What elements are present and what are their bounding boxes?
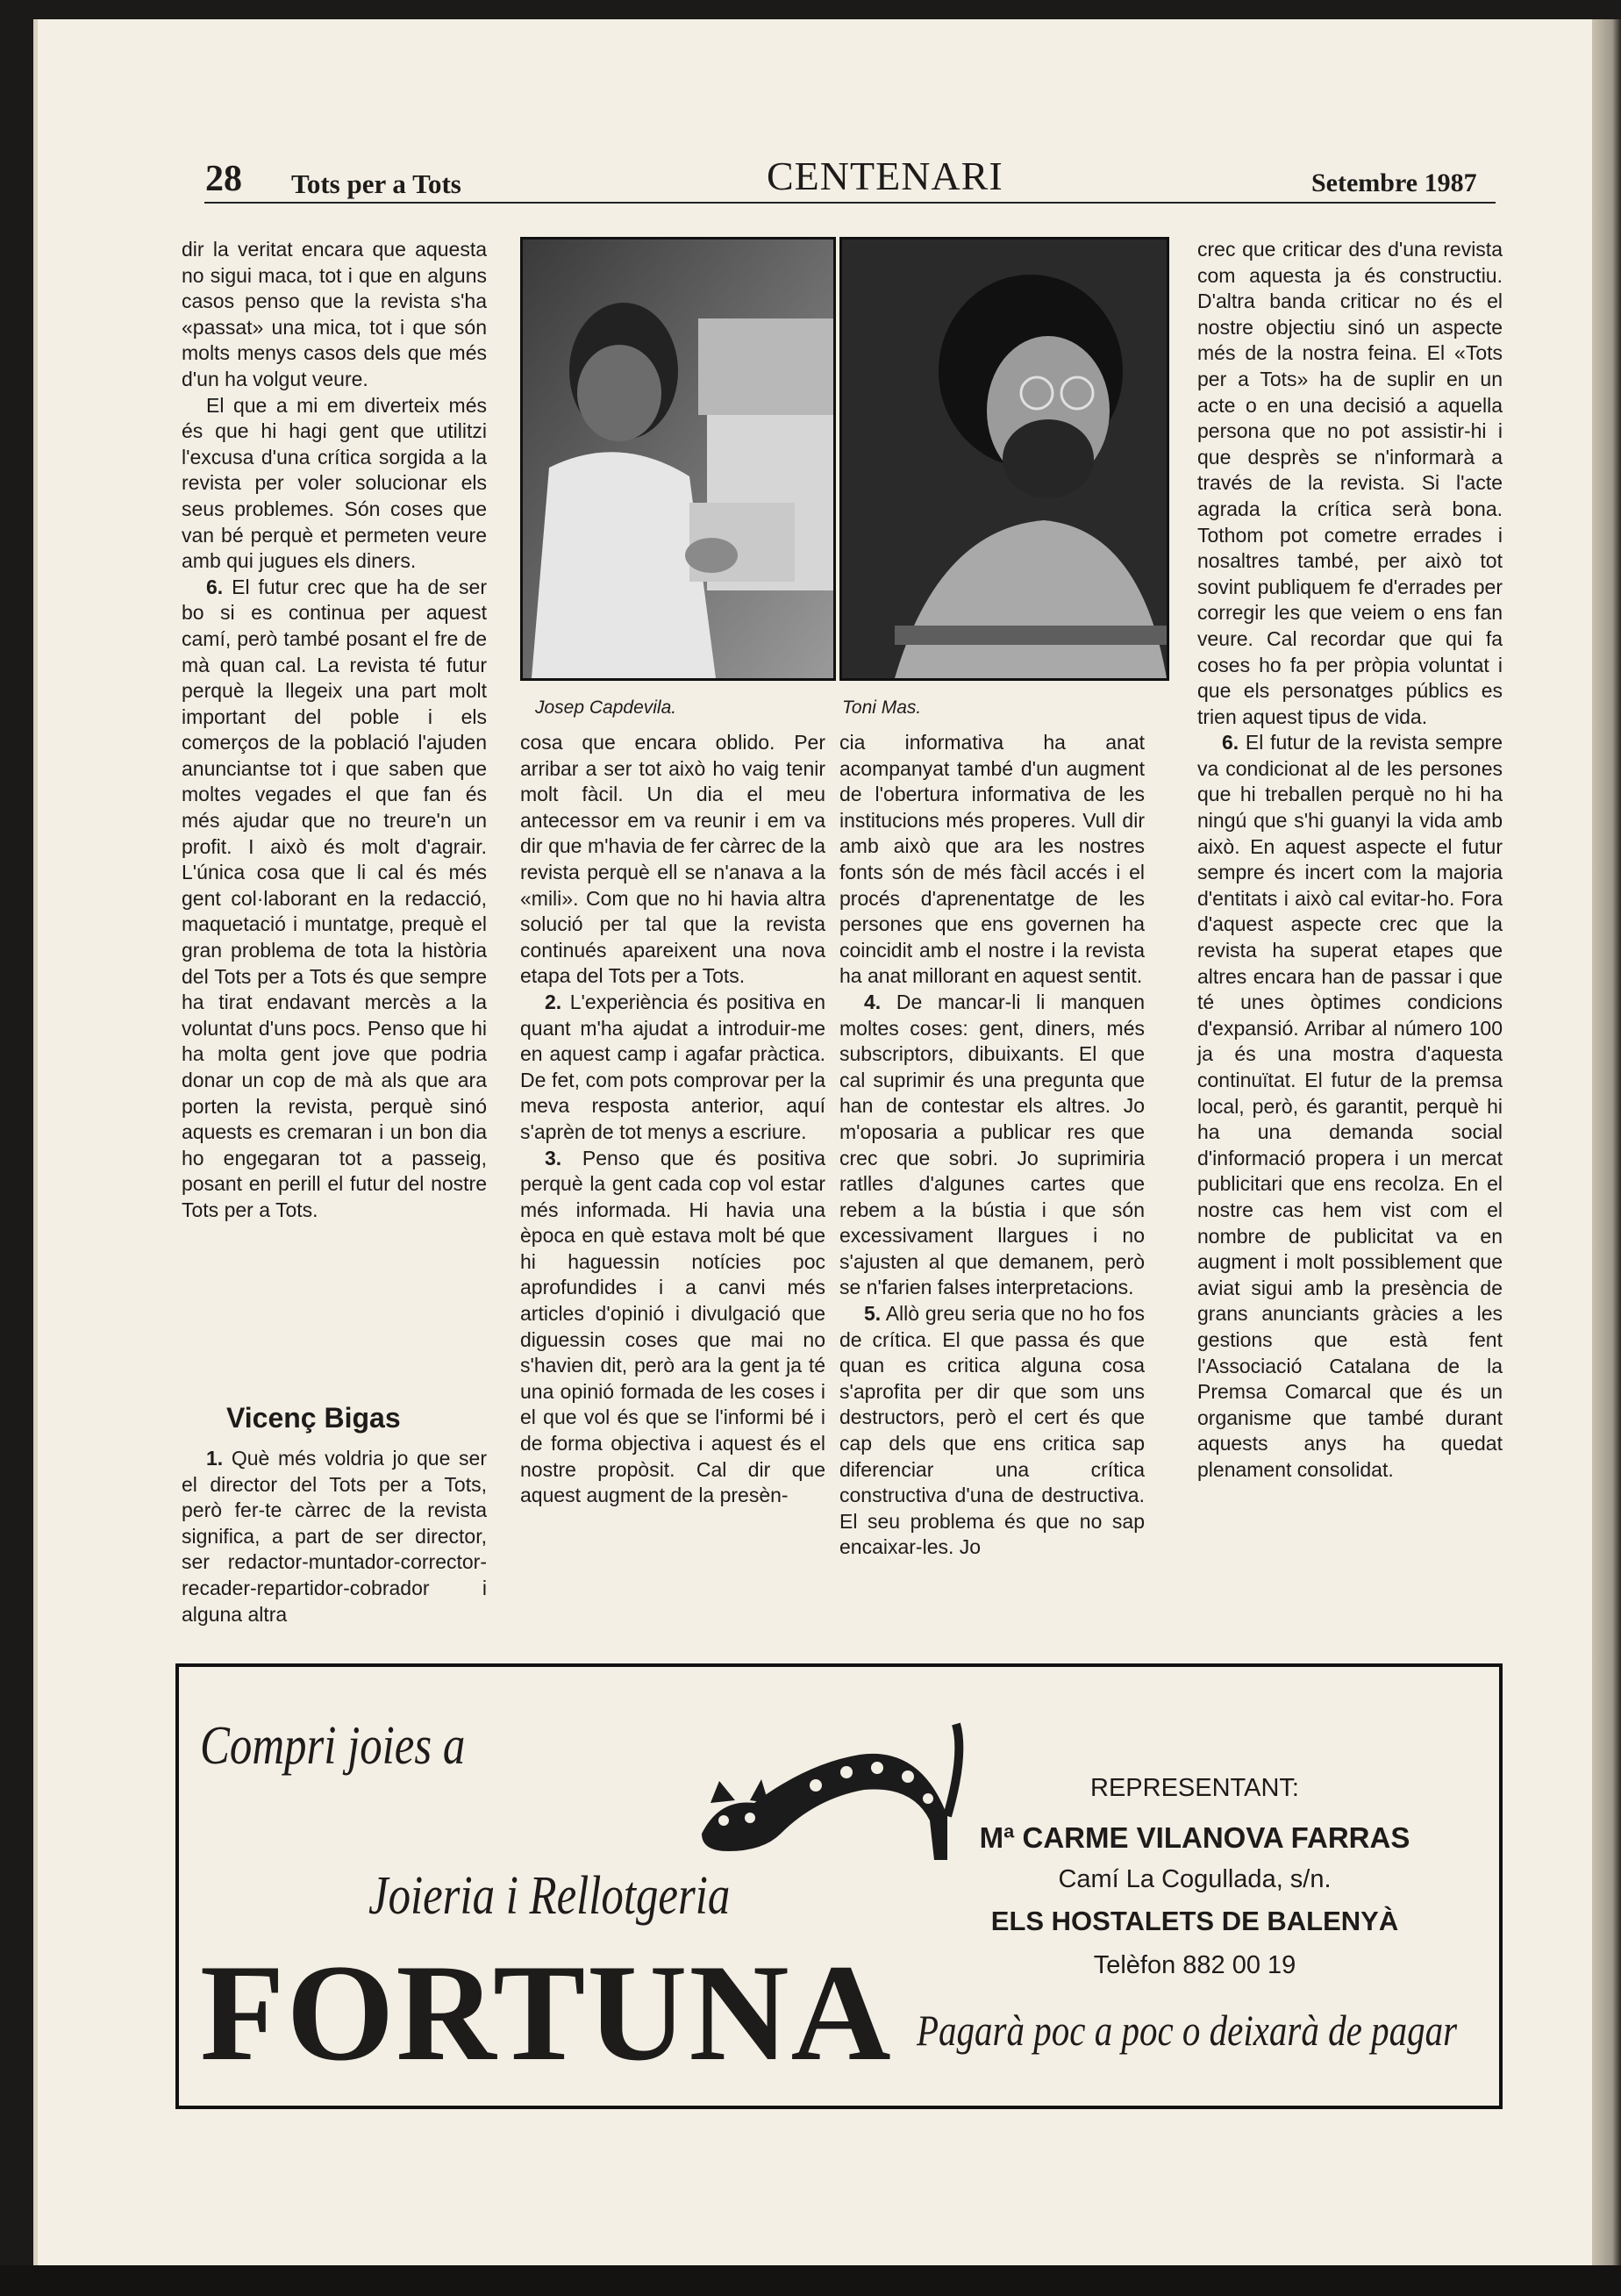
article-paragraph: 6. El futur crec que ha de ser bo si es continua per aquest camí, però també posant el fre de mà quan cal. La revista té futur perquè la llegeix una part molt important del poble i els comerços de la població l'ajuden anunciantse tot i que saben que moltes vegades el que fan és més ajudar que no treure'n un profit. I això és molt d'agrair. L'única cosa que li cal és més gent col·laborant en la redacció, maquetació i muntatge, prequè el gran problema de tota la història del Tots per a Tots és que sempre ha tirat endavant mercès a la voluntat d'uns pocs. Penso que hi ha molta gent jove que podria donar un cop de mà als que ara porten la revista, perquè sinó aquests es cremaran i un bon dia ho engegaran tot a passeig, posant en perill el futur del nostre Tots per a Tots. (182, 575, 487, 1221)
article-column-3 (839, 730, 1145, 1561)
page-fold-shadow (1592, 19, 1621, 2278)
photo-caption: Toni Mas. (842, 697, 922, 718)
scan-border (0, 2265, 1621, 2296)
ad-representative-name: Mª CARME VILANOVA FARRAS (979, 1821, 1410, 1854)
article-column-1 (182, 237, 487, 1224)
ad-slogan: Pagarà poc a poc o deixarà de pagar (917, 2006, 1458, 2055)
article-paragraph: cosa que encara oblido. Per arribar a ser tot això ho vaig tenir molt fàcil. Un dia el meu antecessor em va reunir i em va dir que m'havia de fer càrrec de la revista perquè ell se n'anava a la «mili». Com que no hi havia altra solució per tal que la revista continués apareixent una nova etapa del Tots per a Tots. (520, 731, 825, 988)
answer-number: 5. (864, 1302, 882, 1326)
ad-representative-label: REPRESENTANT: (1090, 1774, 1299, 1802)
magazine-name: Tots per a Tots (291, 168, 461, 199)
ad-brand-name: FORTUNA (200, 1936, 893, 2090)
article-paragraph: 1. Què més voldria jo que ser el director del Tots per a Tots, però fer-te càrrec de la revista significa, a part de ser director, ser redactor-muntador-corrector-recader-repartidor-cobrador i alguna altra (182, 1447, 487, 1626)
page-number: 28 (205, 159, 242, 199)
article-paragraph: 5. Allò greu seria que no ho fos de crítica. El que passa és que quan es critica alguna cosa s'aprofita per dir que som uns destructors, però el cert és que cap dels que ens critica sap diferenciar una crítica constructiva d'una de destructiva. El seu problema és que no sap encaixar-les. Jo (839, 1302, 1145, 1559)
answer-number: 6. (206, 575, 224, 598)
article-column-1-continued (182, 1446, 487, 1627)
article-paragraph: 2. L'experiència és positiva en quant m'ha ajudat a introduir-me en aquest camp i agafar pràctica. De fet, com pots comprovar per la meva resposta anterior, aquí s'aprèn de tot menys a escriure. (520, 990, 825, 1143)
issue-date: Setembre 1987 (1311, 168, 1477, 197)
article-paragraph: El que a mi em diverteix més és que hi hagi gent que utilitzi l'excusa d'una crítica sorgida a la revista per voler solucionar els seus problemes. Són coses que van bé perquè et permeten veure amb qui jugues els diners. (182, 393, 487, 573)
answer-number: 4. (864, 990, 882, 1013)
article-paragraph: cia informativa ha anat acompanyat també d'un augment de l'obertura informativa de les institucions més properes. Vull dir amb això que ara les nostres fonts són de més fàcil accés i el procés d'aprenentatge de les persones que ens governen ha coincidit amb el nostre i la revista ha anat millorant en aquest sentit. (839, 731, 1145, 988)
photo-image (523, 240, 833, 678)
ad-tagline: Compri joies a (200, 1716, 466, 1776)
photo-josep-capdevila (520, 237, 836, 681)
photo-caption: Josep Capdevila. (535, 697, 677, 718)
article-column-4 (1197, 237, 1503, 1484)
article-paragraph: 3. Penso que és positiva perquè la gent cada cop vol estar més informada. Hi havia una època en què estava molt bé que hi haguessin notícies poc aprofundides i a canvi més articles d'opinió i divulgació que diguessin coses que mai no s'havien dit, però ara la gent ja té una opinió formada de les coses i el que vol és que se l'informi bé i de forma objectiva i aquest és el nostre propòsit. Cal dir que aquest augment de la presèn- (520, 1146, 825, 1507)
answer-number: 3. (545, 1146, 562, 1169)
interviewee-subhead: Vicenç Bigas (226, 1402, 401, 1434)
section-title: CENTENARI (767, 154, 1003, 198)
photo-image (842, 240, 1167, 678)
article-paragraph: 6. El futur de la revista sempre va condicionat al de les persones que hi treballen perquè no hi ha ningú que s'hi guanyi la vida amb això. En aquest aspecte el futur sempre és incert com la majoria d'entitats i això cal evitar-ho. Fora d'aquest aspecte crec que la revista ha superat etapes que altres encara han de passar i que té unes òptimes condicions d'expansió. Arribar al número 100 ja és una mostra d'aquesta continuïtat. El futur de la premsa local, però, és garantit, perquè hi ha una demanda social d'informació propera i un mercat publicitari que ens recolza. En el nostre cas hem vist com el nombre de publicitat va en augment i molt possiblement que aviat sigui amb la presència de grans anunciants gràcies a les gestions que està fent l'Associació Catalana de la Premsa Comarcal que és un organisme que també durant aquests anys ha quedat plenament consolidat. (1197, 731, 1503, 1481)
answer-number: 6. (1222, 731, 1239, 755)
photo-toni-mas (839, 237, 1169, 681)
ad-phone: Telèfon 882 00 19 (1093, 1951, 1296, 1979)
answer-number: 1. (206, 1447, 224, 1470)
ad-town: ELS HOSTALETS DE BALENYÀ (990, 1906, 1399, 1936)
header-rule (204, 202, 1496, 204)
article-paragraph: crec que criticar des d'una revista com aquesta ja és constructiu. D'altra banda criticar no és el nostre objectiu sinó un aspecte més de la nostra feina. El «Tots per a Tots» ha de suplir en un acte o en una decisió a aquella persona que no pot assistir-hi i que desprès se n'informarà a través de la revista. Si l'acte agrada la crítica serà bona. Tothom pot cometre errades i nosaltres també, per això tot sovint publiquem fe d'errades per corregir les que veiem o ens fan veure. Cal recordar que qui fa coses ho fa per pròpia voluntat i que els personatges públics es trien aquest tipus de vida. (1197, 238, 1503, 728)
article-column-2 (520, 730, 825, 1509)
ad-address: Camí La Cogullada, s/n. (1058, 1865, 1332, 1893)
article-paragraph: dir la veritat encara que aquesta no sigui maca, tot i que en alguns casos penso que la revista s'ha «passat» una mica, tot i que són molts menys casos dels que més d'un ha volgut veure. (182, 238, 487, 390)
answer-number: 2. (545, 990, 562, 1013)
article-paragraph: 4. De mancar-li li manquen moltes coses: gent, diners, més subscriptors, dibuixants. El que cal suprimir és una pregunta que han de contestar els altres. Jo m'oposaria a publicar res que crec que sobri. Jo suprimiria ratlles d'algunes cartes que rebem a la bústia i que són excessivament llargues i no s'ajusten al que demanem, però se n'farien falses interpretacions. (839, 990, 1145, 1299)
ad-shop-type: Joieria i Rellotgeria (368, 1866, 731, 1926)
